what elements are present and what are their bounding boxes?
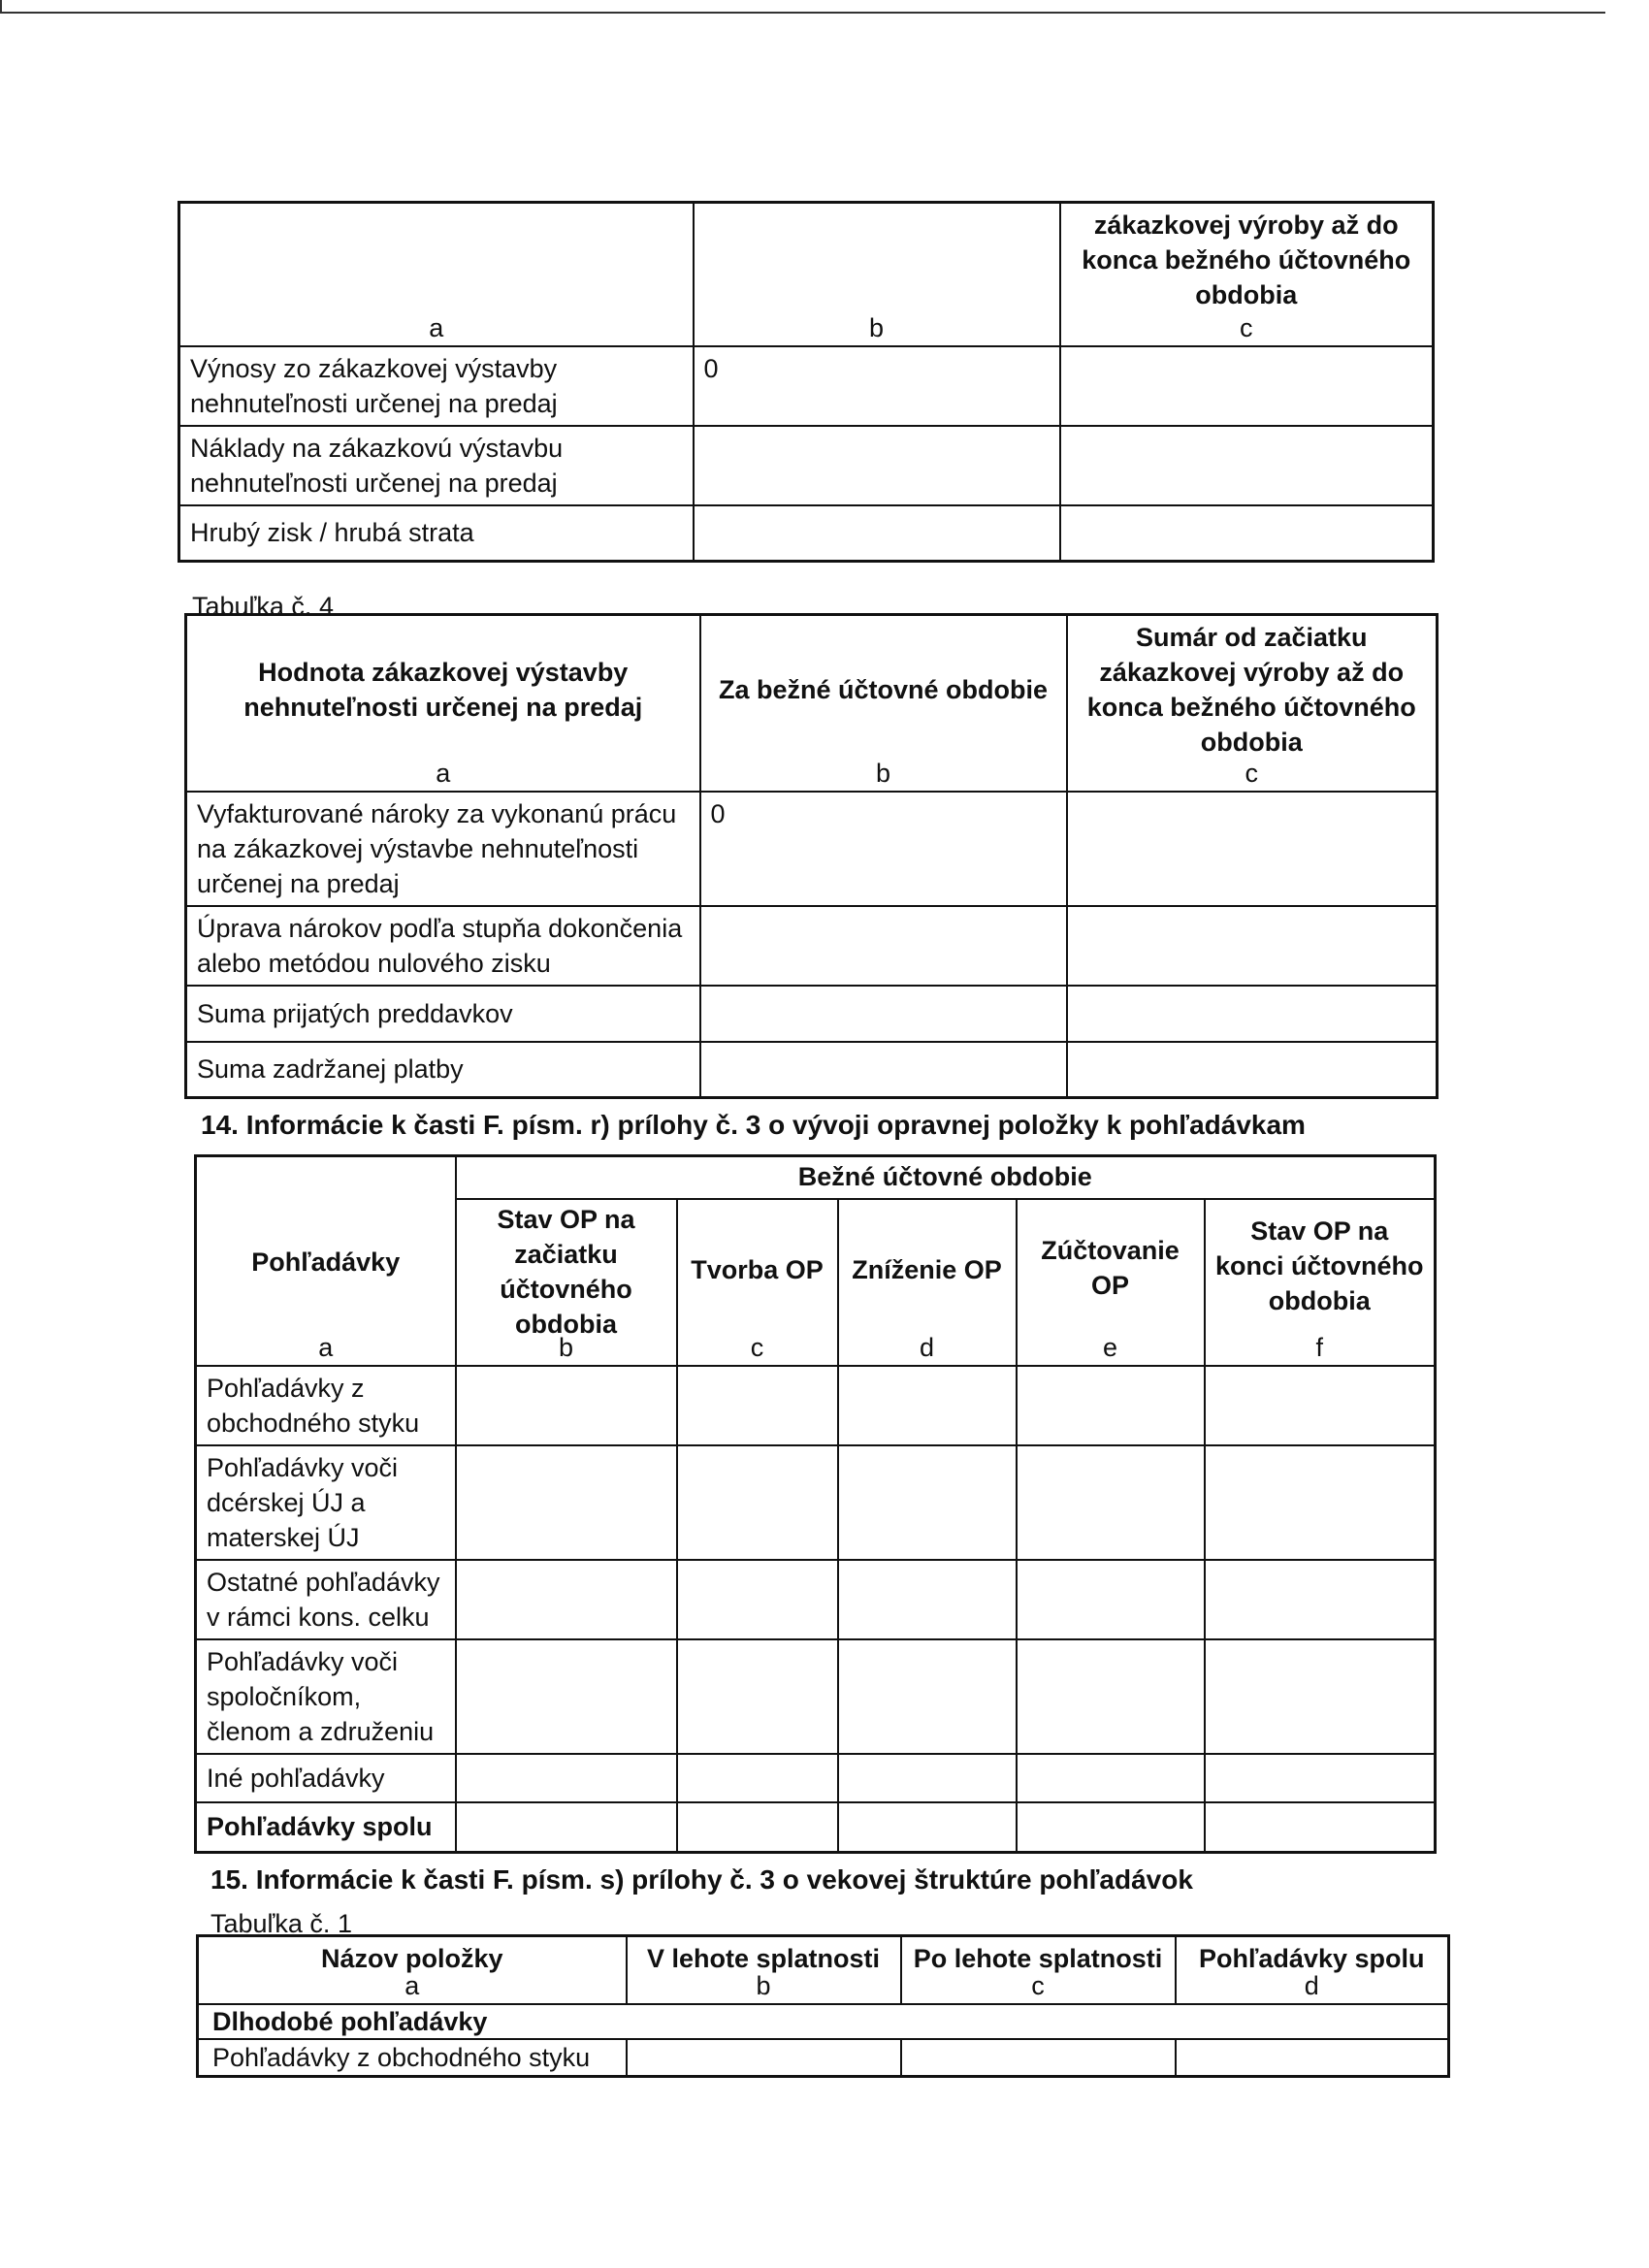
table-14-header-c-text: Tvorba OP [691, 1254, 824, 1284]
row-label: Hrubý zisk / hrubá strata [179, 505, 694, 562]
table-row [196, 1366, 1436, 1445]
table-15-header-b-text: V lehote splatnosti [646, 1944, 881, 1973]
value-cell-c[interactable] [1060, 346, 1434, 426]
table-4-header-b-text: Za bežné účtovné obdobie [718, 675, 1049, 704]
value-cell[interactable] [838, 1639, 1017, 1754]
column-letter-c: c [1031, 1970, 1045, 2000]
table-3-header-c-text: zákazkovej výroby až do konca bežného účtovného obdobia [1082, 211, 1411, 309]
value-cell-b[interactable]: 0 [694, 346, 1060, 426]
column-letter-b: b [558, 1332, 574, 1362]
value-cell[interactable] [1205, 1366, 1436, 1445]
value-cell-c[interactable] [1067, 986, 1438, 1042]
table-14-header-b-text: Stav OP na začiatku účtovného obdobia [497, 1204, 635, 1339]
column-letter-b: b [756, 1970, 771, 2000]
value-cell-c[interactable] [1067, 906, 1438, 986]
table-row [198, 2039, 1449, 2077]
table-14-header-a-text: Pohľadávky [251, 1247, 401, 1277]
table-15-header-a-text: Názov položky [320, 1944, 503, 1973]
table-15 [196, 1934, 1450, 2078]
value-cell-c[interactable] [1060, 505, 1434, 562]
value-cell[interactable] [677, 1754, 838, 1802]
table-4-header-row [186, 615, 1438, 792]
column-letter-b: b [875, 758, 891, 788]
column-letter-c: c [750, 1332, 764, 1362]
table-4-header-c-text: Sumár od začiatku zákazkovej výroby až do konca bežného účtovného obdobia [1086, 623, 1416, 757]
table-row [186, 906, 1438, 986]
value-cell-b[interactable] [700, 1042, 1067, 1098]
value-cell[interactable] [838, 1445, 1017, 1560]
row-label: Pohľadávky z obchodného styku [196, 1366, 456, 1445]
value-cell[interactable] [1205, 1560, 1436, 1639]
table-15-header-b [627, 1936, 901, 2004]
group-row-label: Dlhodobé pohľadávky [198, 2004, 1449, 2039]
table-15-caption: Tabuľka č. 1 [210, 1909, 352, 1938]
value-cell[interactable] [456, 1639, 677, 1754]
table-14-header-f-text: Stav OP na konci účtovného obdobia [1214, 1215, 1424, 1315]
table-14-header-f [1205, 1199, 1436, 1366]
row-label: Iné pohľadávky [196, 1754, 456, 1802]
value-cell[interactable] [677, 1366, 838, 1445]
table-15-header-c [901, 1936, 1176, 2004]
row-label: Výnosy zo zákazkovej výstavby nehnuteľnosti určenej na predaj [179, 346, 694, 426]
value-cell-c[interactable] [1067, 792, 1438, 906]
value-cell[interactable] [1017, 1366, 1205, 1445]
section-14-title: 14. Informácie k časti F. písm. r) prílohy č. 3 o vývoji opravnej položky k pohľadávkam [201, 1110, 1306, 1140]
value-cell[interactable] [1205, 1754, 1436, 1802]
column-letter-d: d [1304, 1970, 1319, 2000]
value-cell[interactable] [838, 1754, 1017, 1802]
value-cell[interactable] [677, 1445, 838, 1560]
column-letter-c: c [1240, 312, 1253, 342]
table-row [196, 1560, 1436, 1639]
table-14-header-e-text: Zúčtovanie OP [1041, 1235, 1180, 1300]
value-cell-b[interactable]: 0 [700, 792, 1067, 906]
value-cell[interactable] [1017, 1802, 1205, 1853]
table-4-header-a [186, 615, 700, 792]
table-row [179, 505, 1434, 562]
column-letter-a: a [429, 312, 444, 342]
value-cell[interactable] [677, 1802, 838, 1853]
table-14-header-d [838, 1199, 1017, 1366]
value-cell-b[interactable] [700, 906, 1067, 986]
value-cell[interactable] [456, 1366, 677, 1445]
row-label: Suma zadržanej platby [186, 1042, 700, 1098]
value-cell[interactable] [1017, 1560, 1205, 1639]
table-15-group-row [198, 2004, 1449, 2039]
table-row-total [196, 1802, 1436, 1853]
value-cell[interactable] [456, 1445, 677, 1560]
row-label: Pohľadávky voči spoločníkom, členom a združeniu [196, 1639, 456, 1754]
column-letter-d: d [919, 1332, 935, 1362]
column-letter-a: a [404, 1970, 420, 2000]
table-14-header-a [196, 1156, 456, 1366]
value-cell[interactable] [456, 1802, 677, 1853]
table-15-header-d [1176, 1936, 1449, 2004]
value-cell[interactable] [1017, 1445, 1205, 1560]
value-cell[interactable] [677, 1639, 838, 1754]
table-15-header-c-text: Po lehote splatnosti [913, 1944, 1163, 1973]
value-cell[interactable] [838, 1366, 1017, 1445]
table-14-header-c [677, 1199, 838, 1366]
table-row [186, 986, 1438, 1042]
table-3-header-b [694, 203, 1060, 346]
value-cell[interactable] [1017, 1754, 1205, 1802]
value-cell-b[interactable] [694, 426, 1060, 505]
row-label: Pohľadávky z obchodného styku [198, 2039, 627, 2077]
row-label: Náklady na zákazkovú výstavbu nehnuteľnosti určenej na predaj [179, 426, 694, 505]
value-cell[interactable] [1205, 1802, 1436, 1853]
table-4-header-b [700, 615, 1067, 792]
table-row [179, 426, 1434, 505]
row-label: Úprava nárokov podľa stupňa dokončenia alebo metódou nulového zisku [186, 906, 700, 986]
row-label: Pohľadávky voči dcérskej ÚJ a materskej ÚJ [196, 1445, 456, 1560]
table-15-header-row [198, 1936, 1449, 2004]
table-row [196, 1639, 1436, 1754]
table-3-header-c [1060, 203, 1434, 346]
column-letter-b: b [868, 312, 885, 342]
table-4-caption: Tabuľka č. 4 [192, 592, 334, 621]
value-cell[interactable] [838, 1802, 1017, 1853]
value-cell[interactable] [838, 1560, 1017, 1639]
table-14-group-row [196, 1156, 1436, 1199]
table-3-header-row [179, 203, 1434, 346]
value-cell[interactable] [677, 1560, 838, 1639]
column-letter-f: f [1315, 1332, 1323, 1362]
table-14-header-b [456, 1199, 677, 1366]
table-14 [194, 1154, 1437, 1854]
table-15-header-d-text: Pohľadávky spolu [1199, 1944, 1425, 1973]
value-cell[interactable] [1205, 1639, 1436, 1754]
value-cell[interactable] [1205, 1445, 1436, 1560]
value-cell[interactable] [901, 2039, 1176, 2077]
table-row [186, 1042, 1438, 1098]
table-14-header-d-text: Zníženie OP [852, 1254, 1002, 1284]
row-label: Vyfakturované nároky za vykonanú prácu na zákazkovej výstavbe nehnuteľnosti určenej na predaj [186, 792, 700, 906]
table-row [196, 1754, 1436, 1802]
column-letter-a: a [318, 1332, 334, 1362]
table-4-header-a-text: Hodnota zákazkovej výstavby nehnuteľnosti určenej na predaj [243, 658, 643, 722]
table-4 [184, 613, 1439, 1099]
row-label-total: Pohľadávky spolu [196, 1802, 456, 1853]
group-header: Bežné účtovné obdobie [456, 1156, 1436, 1199]
value-cell-c[interactable] [1060, 426, 1434, 505]
table-3 [178, 201, 1435, 563]
table-row [196, 1445, 1436, 1560]
value-cell[interactable] [456, 1754, 677, 1802]
column-letter-e: e [1102, 1332, 1118, 1362]
table-3-header-a [179, 203, 694, 346]
table-row [179, 346, 1434, 426]
value-cell-b[interactable] [700, 986, 1067, 1042]
section-15-title: 15. Informácie k časti F. písm. s) prílohy č. 3 o vekovej štruktúre pohľadávok [210, 1864, 1193, 1895]
value-cell-b[interactable] [694, 505, 1060, 562]
column-letter-c: c [1245, 758, 1258, 788]
value-cell[interactable] [1017, 1639, 1205, 1754]
table-row [186, 792, 1438, 906]
value-cell[interactable] [456, 1560, 677, 1639]
table-15-header-a [198, 1936, 627, 2004]
page-top-rule [0, 12, 1605, 14]
column-letter-a: a [436, 758, 451, 788]
value-cell-c[interactable] [1067, 1042, 1438, 1098]
value-cell[interactable] [627, 2039, 901, 2077]
row-label: Ostatné pohľadávky v rámci kons. celku [196, 1560, 456, 1639]
row-label: Suma prijatých preddavkov [186, 986, 700, 1042]
table-14-header-e [1017, 1199, 1205, 1366]
table-4-header-c [1067, 615, 1438, 792]
value-cell[interactable] [1176, 2039, 1449, 2077]
